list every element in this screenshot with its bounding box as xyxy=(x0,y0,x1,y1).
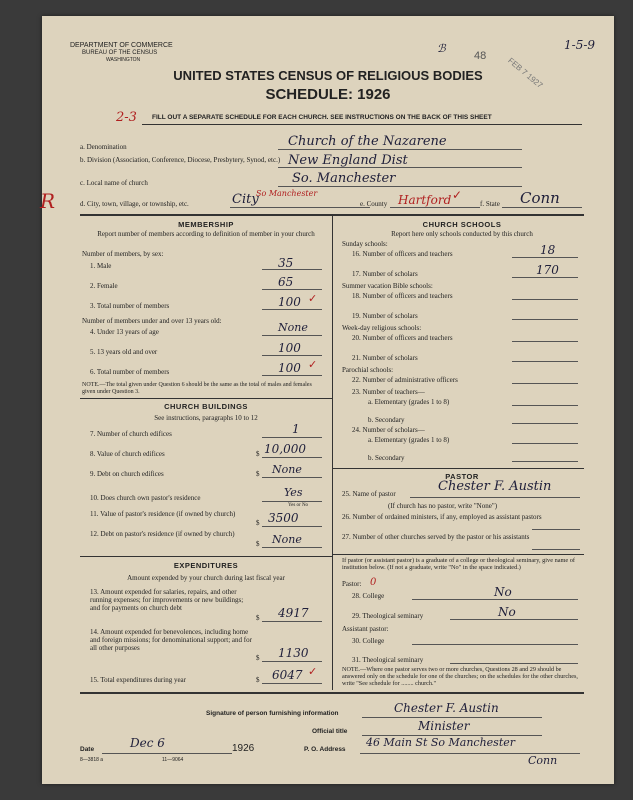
date-value: Dec 6 xyxy=(130,736,165,750)
dollar-sign: $ xyxy=(256,654,260,662)
census-schedule-sheet xyxy=(42,16,614,784)
official-title-value: Minister xyxy=(418,719,470,733)
pastor-heading: PASTOR xyxy=(445,472,479,481)
by-sex-label: Number of members, by sex: xyxy=(82,250,164,258)
yes-no-note: Yes or No xyxy=(288,503,309,508)
local-name-value: So. Manchester xyxy=(292,171,396,186)
weekday-scholars-label: 21. Number of scholars xyxy=(352,354,418,362)
stamp-number: 48 xyxy=(474,50,487,62)
benevolences-value: 1130 xyxy=(278,646,309,660)
total-members-2-value: 100 xyxy=(278,361,301,375)
pastor-seminary-value: No xyxy=(498,605,516,619)
pastor-college-value: No xyxy=(494,585,512,599)
teachers-label: 23. Number of teachers— xyxy=(352,388,425,396)
dollar-sign: $ xyxy=(256,450,260,458)
under-13-label: 4. Under 13 years of age xyxy=(90,328,159,336)
membership-intro: Report number of members according to definition of member in your church xyxy=(97,230,315,238)
bureau-label: BUREAU OF THE CENSUS xyxy=(82,50,158,56)
edifices-value-label: 8. Value of church edifices xyxy=(90,450,165,458)
sunday-officers-value: 18 xyxy=(540,243,556,257)
check-mark: ✓ xyxy=(308,359,318,371)
benevolences-label: 14. Amount expended for benevolences, including home and foreign missions; for denominational support; and for all other purposes xyxy=(90,628,252,652)
age-intro-label: Number of members under and over 13 years old: xyxy=(82,317,222,325)
sunday-officers-label: 16. Number of officers and teachers xyxy=(352,250,453,258)
buildings-heading: CHURCH BUILDINGS xyxy=(164,402,248,411)
state-label: f. State xyxy=(480,200,500,208)
edifices-count-label: 7. Number of church edifices xyxy=(90,430,172,438)
denomination-label: a. Denomination xyxy=(80,143,127,151)
residence-value-label: 11. Value of pastor's residence (if owned by church) xyxy=(90,510,236,518)
pastor-seminary-label: 29. Theological seminary xyxy=(352,612,424,620)
edifices-debt-value: None xyxy=(272,463,302,476)
weekday-schools-label: Week-day religious schools: xyxy=(342,324,422,332)
form-title: UNITED STATES CENSUS OF RELIGIOUS BODIES xyxy=(173,68,483,83)
sunday-scholars-label: 17. Number of scholars xyxy=(352,270,418,278)
assistant-pastors-label: 26. Number of ordained ministers, if any, employed as assistant pastors xyxy=(342,513,542,521)
schools-heading: CHURCH SCHOOLS xyxy=(422,220,502,229)
membership-note: NOTE.—The total given under Question 6 should be the same as the total of males and females given under Question 3. xyxy=(82,382,312,395)
signature-value: Chester F. Austin xyxy=(394,701,499,715)
total-members-2-label: 6. Total number of members xyxy=(90,368,170,376)
city-value: City xyxy=(232,192,259,207)
assistant-college-label: 30. College xyxy=(352,637,385,645)
year-value: 1926 xyxy=(232,743,255,754)
pastor-name-value: Chester F. Austin xyxy=(438,479,552,494)
other-churches-label: 27. Number of other churches served by the pastor or his assistants xyxy=(342,533,530,541)
scholars-elementary-label: a. Elementary (grades 1 to 8) xyxy=(368,436,450,444)
department-label: DEPARTMENT OF COMMERCE xyxy=(70,42,173,49)
pastor-red-mark: 0 xyxy=(370,577,377,588)
city-town-label: d. City, town, village, or township, etc. xyxy=(80,200,189,208)
date-label: Date xyxy=(80,746,95,753)
dollar-sign: $ xyxy=(256,614,260,622)
check-mark: ✓ xyxy=(308,293,318,305)
total-members-value: 100 xyxy=(278,295,301,309)
county-check-mark: ✓ xyxy=(452,188,463,202)
total-expenditures-label: 15. Total expenditures during year xyxy=(90,676,186,684)
received-date-stamp: FEB 7 1927 xyxy=(506,56,545,91)
scholars-secondary-label: b. Secondary xyxy=(368,454,405,462)
separate-schedule-instruction: FILL OUT A SEPARATE SCHEDULE FOR EACH CHURCH. SEE INSTRUCTIONS ON THE BACK OF THIS SHEET xyxy=(152,114,492,121)
stamp-mark: ℬ xyxy=(437,42,446,55)
admin-officers-label: 22. Number of administrative officers xyxy=(352,376,458,384)
residence-debt-value: None xyxy=(272,533,302,546)
division-label: b. Division (Association, Conference, Diocese, Presbytery, Synod, etc.) xyxy=(80,156,281,164)
edifices-debt-label: 9. Debt on church edifices xyxy=(90,470,164,478)
division-value: New England Dist xyxy=(288,153,408,168)
dollar-sign: $ xyxy=(256,470,260,478)
edifices-value-value: 10,000 xyxy=(264,442,306,456)
residence-debt-label: 12. Debt on pastor's residence (if owned by church) xyxy=(90,530,235,538)
pastor-name-label: 25. Name of pastor xyxy=(342,490,396,498)
membership-heading: MEMBERSHIP xyxy=(178,220,234,229)
pastor-college-label: 28. College xyxy=(352,592,385,600)
total-expenditures-value: 6047 xyxy=(272,668,303,682)
form-number-2: 11—9064 xyxy=(162,757,184,763)
teachers-secondary-label: b. Secondary xyxy=(368,416,405,424)
total-members-label: 3. Total number of members xyxy=(90,302,170,310)
male-label: 1. Male xyxy=(90,262,112,270)
sunday-scholars-value: 170 xyxy=(536,263,559,277)
edifices-count-value: 1 xyxy=(292,422,300,436)
parochial-scholars-label: 24. Number of scholars— xyxy=(352,426,425,434)
check-mark: ✓ xyxy=(308,666,318,678)
female-label: 2. Female xyxy=(90,282,118,290)
sunday-schools-label: Sunday schools: xyxy=(342,240,388,248)
county-label: e. County xyxy=(360,200,388,208)
over-13-label: 5. 13 years old and over xyxy=(90,348,158,356)
pastor-note: NOTE.—Where one pastor serves two or more churches, Questions 28 and 29 should be answered only on the schedule for one of the churches; on the schedules for the other churches, write "See schedule for ........ church." xyxy=(342,666,578,687)
owns-residence-label: 10. Does church own pastor's residence xyxy=(90,494,201,502)
under-13-value: None xyxy=(278,321,308,334)
city-red-value: So Manchester xyxy=(256,189,318,198)
official-title-label: Official title xyxy=(312,728,348,735)
buildings-intro: See instructions, paragraphs 10 to 12 xyxy=(154,414,258,422)
running-expenses-label: 13. Amount expended for salaries, repairs, and other running expenses; for improvements or new buildings; and for payments on church debt xyxy=(90,588,244,612)
dollar-sign: $ xyxy=(256,519,260,527)
graduate-note: If pastor (or assistant pastor) is a graduate of a college or theological seminary, give name of institution below. (If not a graduate, write "No" in the space indicated.) xyxy=(342,557,576,571)
signature-label: Signature of person furnishing information xyxy=(206,710,339,717)
po-address-state: Conn xyxy=(528,754,558,767)
denomination-value: Church of the Nazarene xyxy=(288,134,447,149)
dollar-sign: $ xyxy=(256,676,260,684)
parochial-schools-label: Parochial schools: xyxy=(342,366,394,374)
assistant-subheading: Assistant pastor: xyxy=(342,625,389,633)
city-label: WASHINGTON xyxy=(106,57,141,63)
corner-code: 1-5-9 xyxy=(564,38,596,52)
red-r-mark: R xyxy=(40,189,56,213)
expenditures-intro: Amount expended by your church during last fiscal year xyxy=(127,574,285,582)
po-address-label: P. O. Address xyxy=(304,746,346,753)
vacation-schools-label: Summer vacation Bible schools: xyxy=(342,282,433,290)
over-13-value: 100 xyxy=(278,341,301,355)
vacation-scholars-label: 19. Number of scholars xyxy=(352,312,418,320)
male-value: 35 xyxy=(278,256,294,270)
female-value: 65 xyxy=(278,275,294,289)
county-value: Hartford xyxy=(398,193,452,207)
local-name-label: c. Local name of church xyxy=(80,179,148,187)
po-address-value: 46 Main St So Manchester xyxy=(366,736,516,749)
teachers-elementary-label: a. Elementary (grades 1 to 8) xyxy=(368,398,450,406)
form-number: 8—3818 a xyxy=(80,757,104,763)
assistant-seminary-label: 31. Theological seminary xyxy=(352,656,424,664)
schedule-title: SCHEDULE: 1926 xyxy=(265,86,391,103)
owns-residence-value: Yes xyxy=(284,486,303,499)
state-value: Conn xyxy=(520,189,560,207)
residence-value-value: 3500 xyxy=(268,511,299,525)
pastor-subheading: Pastor: xyxy=(342,580,362,588)
running-expenses-value: 4917 xyxy=(278,606,309,620)
vacation-officers-label: 18. Number of officers and teachers xyxy=(352,292,453,300)
schools-intro: Report here only schools conducted by this church xyxy=(391,230,533,238)
red-record-number: 2-3 xyxy=(116,110,137,125)
weekday-officers-label: 20. Number of officers and teachers xyxy=(352,334,453,342)
dollar-sign: $ xyxy=(256,540,260,548)
pastor-name-note: (If church has no pastor, write "None") xyxy=(388,502,498,510)
expenditures-heading: EXPENDITURES xyxy=(173,561,239,570)
